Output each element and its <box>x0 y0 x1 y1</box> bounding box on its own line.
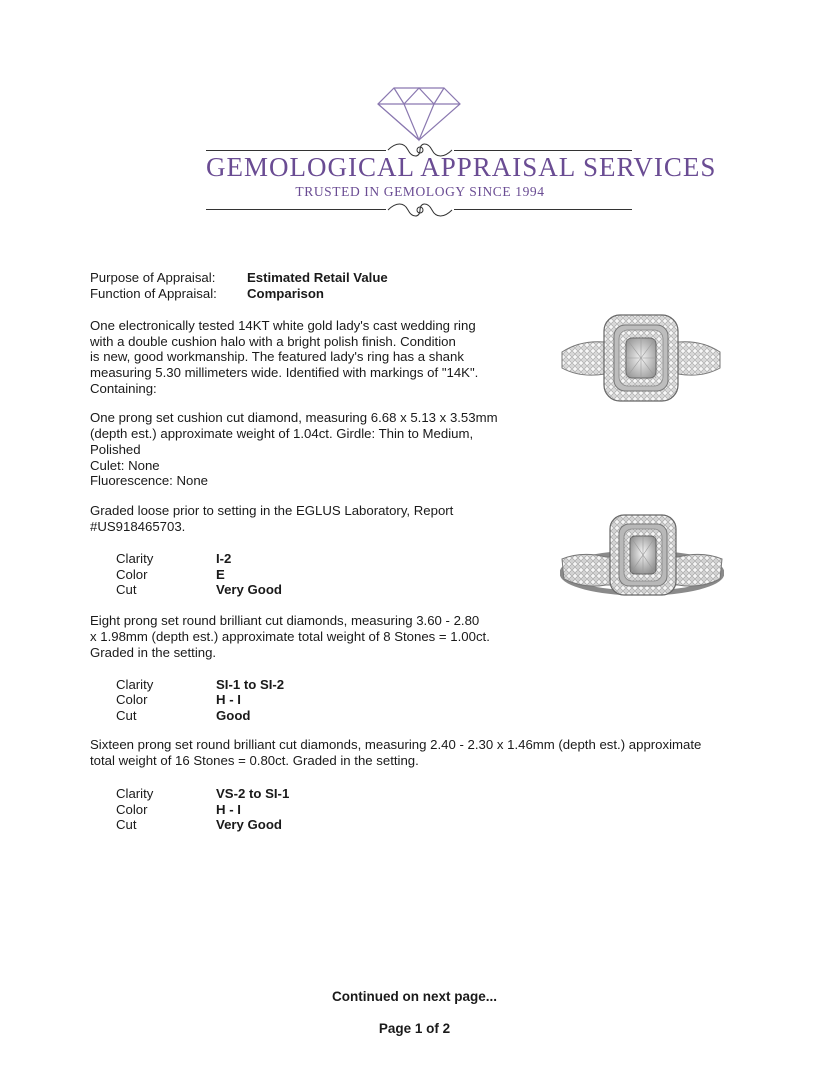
eight-stones-line: Graded in the setting. <box>90 645 217 660</box>
page-number: Page 1 of 2 <box>378 1021 451 1036</box>
center-stone-line: Fluorescence: None <box>90 473 209 488</box>
eight-stones-line: x 1.98mm (depth est.) approximate total weight of 8 Stones = 1.00ct. <box>90 629 490 644</box>
grade-label: Clarity <box>116 551 154 566</box>
eight-stones-line: Eight prong set round brilliant cut diamonds, measuring 3.60 - 2.80 <box>90 613 480 628</box>
sixteen-stones-line: total weight of 16 Stones = 0.80ct. Graded in the setting. <box>90 753 419 768</box>
grade-value: H - I <box>216 692 241 707</box>
center-stone-line: (depth est.) approximate weight of 1.04ct. Girdle: Thin to Medium, <box>90 426 474 441</box>
header-rule-bottom-left <box>206 209 386 210</box>
diamond-icon <box>374 82 464 142</box>
description-line: is new, good workmanship. The featured lady's ring has a shank <box>90 349 464 364</box>
grade-label: Color <box>116 567 148 582</box>
header-rule-top-right <box>454 150 632 151</box>
company-name: GEMOLOGICAL APPRAISAL SERVICES <box>206 152 717 182</box>
grade-label: Cut <box>116 708 137 723</box>
description-line: with a double cushion halo with a bright polish finish. Condition <box>90 334 456 349</box>
grade-value: E <box>216 567 225 582</box>
function-value: Comparison <box>247 286 324 301</box>
ring-photo-angled <box>560 513 724 609</box>
grade-value: VS-2 to SI-1 <box>216 786 290 801</box>
center-stone-line: One prong set cushion cut diamond, measuring 6.68 x 5.13 x 3.53mm <box>90 410 498 425</box>
continued-note: Continued on next page... <box>332 989 497 1004</box>
description-line: measuring 5.30 millimeters wide. Identified with markings of "14K". <box>90 365 479 380</box>
company-tagline: TRUSTED IN GEMOLOGY SINCE 1994 <box>295 184 545 199</box>
purpose-value: Estimated Retail Value <box>247 270 388 285</box>
flourish-bottom-icon <box>386 200 454 220</box>
grade-value: SI-1 to SI-2 <box>216 677 285 692</box>
grade-value: Very Good <box>216 582 282 597</box>
header-rule-top-left <box>206 150 386 151</box>
sixteen-stones-line: Sixteen prong set round brilliant cut diamonds, measuring 2.40 - 2.30 x 1.46mm (depth est.) approximate <box>90 737 702 752</box>
grade-label: Clarity <box>116 677 154 692</box>
function-label: Function of Appraisal: <box>90 286 217 301</box>
header-rule-bottom-right <box>454 209 632 210</box>
ring-photo-top <box>560 312 722 404</box>
center-stone-line: Polished <box>90 442 141 457</box>
grade-label: Cut <box>116 582 137 597</box>
grade-label: Color <box>116 692 148 707</box>
grade-label: Clarity <box>116 786 154 801</box>
grade-value: Good <box>216 708 251 723</box>
grade-value: I-2 <box>216 551 232 566</box>
grade-value: Very Good <box>216 817 282 832</box>
center-stone-line: Culet: None <box>90 458 160 473</box>
report-line: #US918465703. <box>90 519 186 534</box>
description-line: Containing: <box>90 381 157 396</box>
purpose-label: Purpose of Appraisal: <box>90 270 216 285</box>
description-line: One electronically tested 14KT white gold lady's cast wedding ring <box>90 318 476 333</box>
grade-label: Cut <box>116 817 137 832</box>
grade-value: H - I <box>216 802 241 817</box>
report-line: Graded loose prior to setting in the EGLUS Laboratory, Report <box>90 503 454 518</box>
grade-label: Color <box>116 802 148 817</box>
